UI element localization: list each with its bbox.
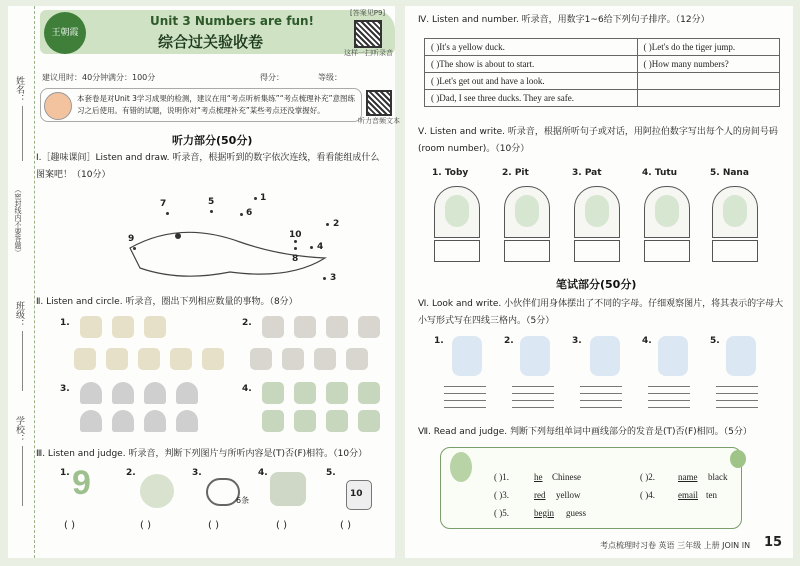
q4-instruction: Ⅳ. Listen and number. 听录音，用数字1~6给下列句子排序。（12分） — [418, 15, 710, 25]
kid-pose-picture — [726, 336, 756, 376]
kid-pose-picture — [658, 336, 688, 376]
writing-lines[interactable] — [716, 386, 758, 408]
dot-label-9: 9 — [128, 234, 135, 244]
score-info: 满分：100分 — [108, 73, 156, 82]
page-title: 综合过关验收卷 — [158, 33, 264, 51]
person-toby: 1. Toby — [432, 168, 469, 178]
cap-icon[interactable] — [176, 382, 198, 404]
binding-margin — [8, 6, 35, 558]
q7-item-3-word-a: red — [534, 490, 546, 500]
q6-num-2: 2. — [504, 336, 514, 346]
q7-item-3-paren[interactable]: ( )3. — [494, 490, 509, 500]
seal-warning: （密封线内不要答题） — [14, 186, 22, 256]
duck-icon[interactable] — [144, 316, 166, 338]
table-cell[interactable]: ( )The show is about to start. — [425, 56, 638, 73]
cat-icon[interactable] — [314, 348, 336, 370]
girl-picture — [585, 195, 609, 227]
qr-caption: 这样一扫听录音 — [344, 49, 393, 57]
dot-1[interactable] — [254, 197, 257, 200]
q3-answer-1[interactable]: ( ) — [64, 520, 75, 531]
bird-icon[interactable] — [262, 410, 284, 432]
q3-answer-5[interactable]: ( ) — [340, 520, 351, 531]
bird-icon[interactable] — [326, 410, 348, 432]
q4-table — [424, 38, 780, 107]
dot-label-6: 6 — [246, 208, 253, 218]
dot-9[interactable] — [133, 247, 136, 250]
table-row — [425, 73, 780, 90]
cat-icon[interactable] — [262, 316, 284, 338]
q6-num-4: 4. — [642, 336, 652, 346]
writing-lines[interactable] — [512, 386, 554, 408]
bird-icon[interactable] — [262, 382, 284, 404]
dot-8[interactable] — [294, 247, 297, 250]
got-score: 得分： — [260, 73, 284, 82]
q3-num-5: 5. — [326, 468, 336, 478]
class-label: 班级： — [14, 301, 24, 328]
brand-logo: 王朝霞 — [44, 12, 86, 54]
dot-label-7: 7 — [160, 199, 167, 209]
cat-icon[interactable] — [250, 348, 272, 370]
q3-answer-4[interactable]: ( ) — [276, 520, 287, 531]
q3-answer-3[interactable]: ( ) — [208, 520, 219, 531]
bird-icon[interactable] — [326, 382, 348, 404]
table-cell — [637, 90, 780, 107]
footer-text: 考点梳理时习卷 英语 三年级 上册 JOIN IN — [600, 541, 751, 550]
q7-item-2-word-b: black — [708, 472, 728, 482]
kid-pose-picture — [520, 336, 550, 376]
dot-7[interactable] — [166, 212, 169, 215]
table-cell[interactable]: ( )Dad, I see three ducks. They are safe. — [425, 90, 638, 107]
intro-note: 本套卷是对Unit 3学习成果的检测，建议在用“考点听析集练”“考点梳理补充”意图练习之后使用。有错的试题，说明你对“考点梳理补充”某些考点还没掌握好。 — [40, 88, 362, 122]
q2-num-1: 1. — [60, 318, 70, 328]
room-answer-box[interactable] — [504, 240, 550, 262]
door-picture — [434, 186, 480, 238]
table-row — [425, 90, 780, 107]
bird-icon[interactable] — [294, 410, 316, 432]
duck-icon[interactable] — [80, 316, 102, 338]
q1-instruction: Ⅰ.［趣味课间］Listen and draw. 听录音，根据听到的数字依次连线，看看能组成什么图案吧！（10分） — [36, 153, 380, 180]
dot-10[interactable] — [294, 240, 297, 243]
q7-item-4-word-b: ten — [706, 490, 717, 500]
dot-label-10: 10 — [289, 230, 302, 240]
q6-num-1: 1. — [434, 336, 444, 346]
cap-icon[interactable] — [80, 382, 102, 404]
q7-item-4-paren[interactable]: ( )4. — [640, 490, 655, 500]
cap-icon[interactable] — [176, 410, 198, 432]
table-cell[interactable]: ( )How many numbers? — [637, 56, 780, 73]
duck-icon[interactable] — [112, 316, 134, 338]
room-answer-box[interactable] — [644, 240, 690, 262]
q6-instruction: Ⅵ. Look and write. 小伙伴们用身体摆出了不同的字母。仔细观察图片，将其表示的字母大小写形式写在四线三格内。（5分） — [418, 299, 784, 326]
cat-icon[interactable] — [294, 316, 316, 338]
qr-audio-caption: 听力音频文本 — [358, 117, 400, 125]
tiger-picture — [445, 195, 469, 227]
q7-instruction: Ⅶ. Read and judge. 判断下列每组单词中画线部分的发音是(T)否(F)相同。（5分） — [418, 427, 752, 437]
girl-picture — [723, 195, 747, 227]
room-answer-box[interactable] — [434, 240, 480, 262]
q2-num-4: 4. — [242, 384, 252, 394]
door-picture — [712, 186, 758, 238]
door-picture — [644, 186, 690, 238]
door-picture — [504, 186, 550, 238]
table-cell[interactable]: ( )Let's get out and have a look. — [425, 73, 638, 90]
dot-5[interactable] — [210, 210, 213, 213]
duck-icon[interactable] — [74, 348, 96, 370]
room-answer-box[interactable] — [712, 240, 758, 262]
cat-icon[interactable] — [326, 316, 348, 338]
person-tutu: 4. Tutu — [642, 168, 678, 178]
cap-icon[interactable] — [144, 382, 166, 404]
table-cell[interactable]: ( )Let's do the tiger jump. — [637, 39, 780, 56]
q7-item-2-paren[interactable]: ( )2. — [640, 472, 655, 482]
person-nana: 5. Nana — [710, 168, 749, 178]
big-nine-picture: 9 — [72, 464, 91, 502]
q2-instruction: Ⅱ. Listen and circle. 听录音，圈出下列相应数量的事物。（8分） — [36, 297, 298, 307]
q7-item-1-word-a: he — [534, 472, 543, 482]
qr-audio-icon[interactable] — [366, 90, 392, 116]
dot-label-8: 8 — [292, 254, 299, 264]
q7-item-2-word-a: name — [678, 472, 698, 482]
firework-icon — [730, 450, 746, 468]
writing-lines[interactable] — [580, 386, 622, 408]
school-label: 学校： — [14, 416, 24, 443]
dot-label-3: 3 — [330, 273, 337, 283]
bird-icon[interactable] — [294, 382, 316, 404]
duck-icon[interactable] — [202, 348, 224, 370]
listening-title: 听力部分(50分) — [172, 134, 253, 147]
bracelet-picture — [206, 478, 240, 506]
dot-6[interactable] — [240, 213, 243, 216]
card-ten: 10 — [350, 489, 363, 499]
q3-num-3: 3. — [192, 468, 202, 478]
balloon-icon — [450, 452, 472, 482]
q6-num-5: 5. — [710, 336, 720, 346]
table-row — [425, 39, 780, 56]
cap-icon[interactable] — [144, 410, 166, 432]
monkey-picture — [515, 195, 539, 227]
grade-label: 等级： — [318, 73, 342, 82]
writing-title: 笔试部分(50分) — [556, 278, 637, 291]
kid-pose-picture — [452, 336, 482, 376]
q7-item-4-word-a: email — [678, 490, 698, 500]
room-answer-box[interactable] — [574, 240, 620, 262]
cap-icon[interactable] — [112, 410, 134, 432]
tigers-picture — [270, 472, 306, 506]
q5-instruction: Ⅴ. Listen and write. 听录音，根据所听句子或对话，用阿拉伯数字写出每个人的房间号码(room number)。（10分） — [418, 127, 778, 154]
cat-icon[interactable] — [346, 348, 368, 370]
cat-icon[interactable] — [358, 316, 380, 338]
dot-label-2: 2 — [333, 219, 340, 229]
boat-picture — [140, 474, 174, 508]
q7-item-5-paren[interactable]: ( )5. — [494, 508, 509, 518]
cap-icon[interactable] — [80, 410, 102, 432]
duck-icon[interactable] — [170, 348, 192, 370]
q3-instruction: Ⅲ. Listen and judge. 听录音，判断下列图片与所听内容是(T)否(F)相符。（10分） — [36, 449, 368, 459]
time-info: 建议用时：40分钟 — [42, 73, 109, 82]
door-picture — [574, 186, 620, 238]
duck-icon[interactable] — [106, 348, 128, 370]
school-line — [22, 446, 23, 506]
dot-label-1: 1 — [260, 193, 267, 203]
cap-icon[interactable] — [112, 382, 134, 404]
boy-picture — [655, 195, 679, 227]
qr-code-icon[interactable] — [354, 20, 382, 48]
avatar — [44, 92, 72, 120]
dot-label-5: 5 — [208, 197, 215, 207]
dot-label-4: 4 — [317, 242, 324, 252]
dot-2[interactable] — [326, 223, 329, 226]
q7-panel — [440, 447, 742, 529]
q3-num-1: 1. — [60, 468, 70, 478]
table-cell[interactable]: ( )It's a yellow duck. — [425, 39, 638, 56]
table-cell — [637, 73, 780, 90]
page-number: 15 — [764, 535, 783, 550]
name-label: 姓名： — [14, 76, 24, 103]
q6-num-3: 3. — [572, 336, 582, 346]
q7-item-1-word-b: Chinese — [552, 472, 581, 482]
bird-icon[interactable] — [358, 410, 380, 432]
q7-item-1-paren[interactable]: ( )1. — [494, 472, 509, 482]
table-row — [425, 56, 780, 73]
dot-3[interactable] — [323, 277, 326, 280]
q7-item-5-word-b: guess — [566, 508, 586, 518]
whale-eye — [175, 233, 181, 239]
person-pat: 3. Pat — [572, 168, 602, 178]
writing-lines[interactable] — [444, 386, 486, 408]
writing-lines[interactable] — [648, 386, 690, 408]
dot-4[interactable] — [310, 246, 313, 249]
tag-six: 6条 — [236, 496, 250, 505]
unit-title: Unit 3 Numbers are fun! — [150, 14, 315, 28]
kid-pose-picture — [590, 336, 620, 376]
q2-num-3: 3. — [60, 384, 70, 394]
q2-num-2: 2. — [242, 318, 252, 328]
q3-num-2: 2. — [126, 468, 136, 478]
q7-item-3-word-b: yellow — [556, 490, 581, 500]
bird-icon[interactable] — [358, 382, 380, 404]
person-pit: 2. Pit — [502, 168, 529, 178]
duck-icon[interactable] — [138, 348, 160, 370]
q7-item-5-word-a: begin — [534, 508, 554, 518]
name-line — [22, 106, 23, 161]
cat-icon[interactable] — [282, 348, 304, 370]
answer-tag: [答案见P9] — [350, 9, 386, 17]
q3-answer-2[interactable]: ( ) — [140, 520, 151, 531]
q3-num-4: 4. — [258, 468, 268, 478]
class-line — [22, 331, 23, 391]
